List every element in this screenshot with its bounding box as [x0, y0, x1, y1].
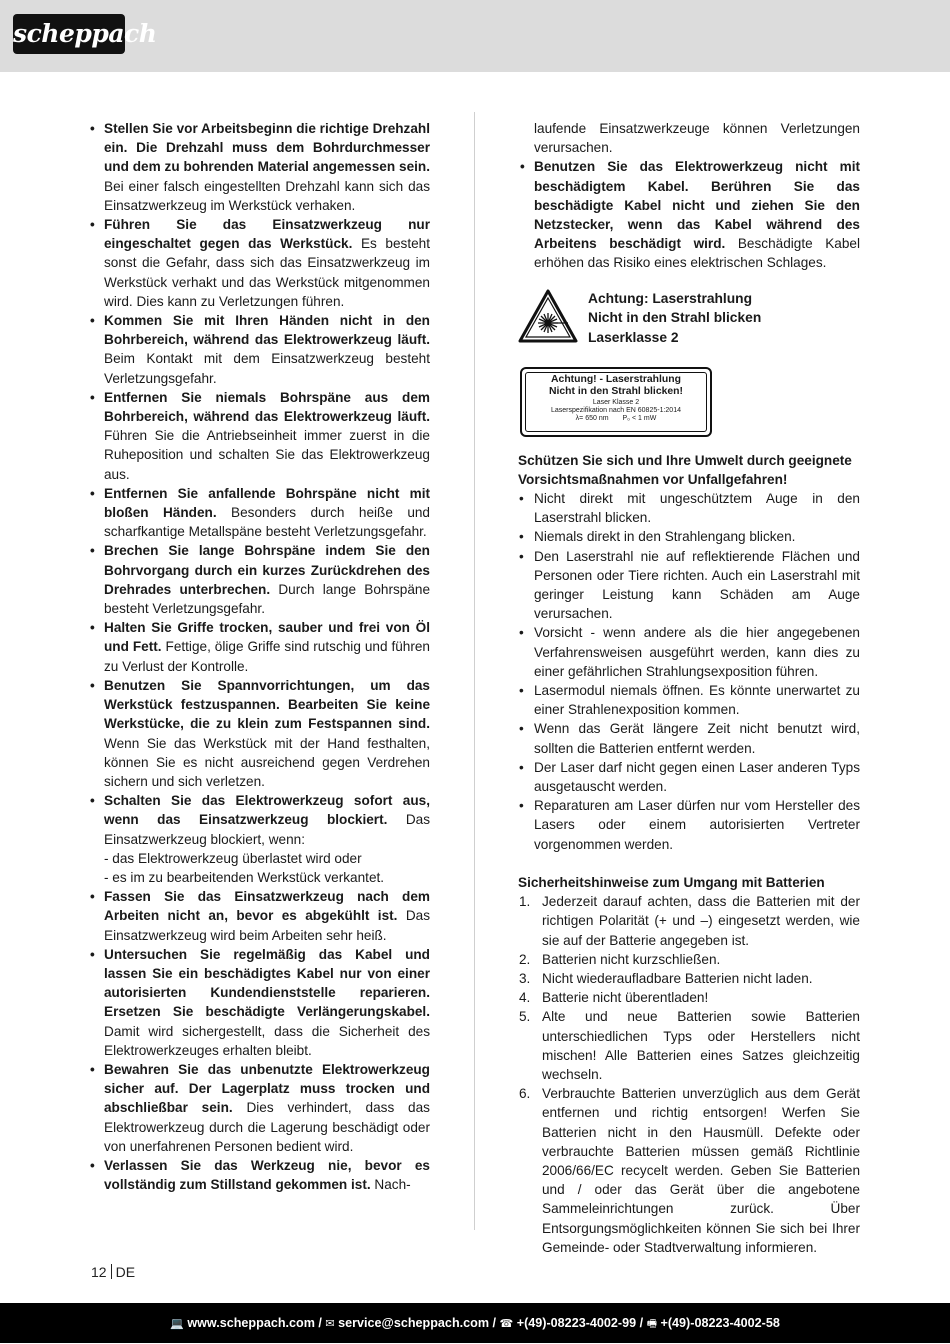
safety-item: • Benutzen Sie Spannvorrichtungen, um das Werkstück festzuspannen. Bearbeiten Sie keine Werkstücke, die zu klein zum Festspannen sind. Wenn Sie das Werkstück mit der Hand festhalten, können Sie es nicht ausreichend gegen Verdrehen sichern und sich verletzen. [90, 677, 430, 789]
laser-class-label [520, 367, 712, 437]
laser-warning-line: Nicht in den Strahl blicken [588, 310, 762, 326]
laser-class-label-inner [525, 372, 707, 432]
bullet-icon: • [90, 543, 95, 559]
battery-section-heading: Sicherheitshinweise zum Umgang mit Batterien [518, 874, 825, 890]
bullet-icon: • [90, 313, 95, 329]
scheppach-logo: scheppach [13, 14, 125, 54]
label-line: Achtung! - Laserstrahlung [551, 373, 681, 385]
bullet-icon: • [90, 946, 95, 962]
mail-icon: ✉ [325, 1318, 335, 1330]
safety-item: • Entfernen Sie niemals Bohrspäne aus dem Bohrbereich, während das Elektrowerkzeug läuft. Führen Sie die Antriebseinheit immer zuerst in die Ruheposition und schalten Sie das Elektrowerkzeug aus. [90, 389, 430, 482]
safety-item: • Benutzen Sie das Elektrowerkzeug nicht mit beschädigtem Kabel. Berühren Sie das beschädigte Kabel nicht und ziehen Sie den Netzstecker, wenn das Kabel während des Arbeitens beschädigt wird. Beschädigte Kabel erhöhen das Risiko eines elektrischen Schlages. [520, 159, 860, 271]
battery-item: 6. Verbrauchte Batterien unverzüglich aus dem Gerät entfernen und richtig entsorgen! Werfen Sie Batterien nicht in den Hausmüll. Defekte oder verbrauchte Batterien müssen gemäß Richtlinie 2006/66/EC recycelt werden. Geben Sie Batterien und / oder das Gerät über die angebotene Sammeleinrichtungen zurück. Über Entsorgungsmöglichkeiten können Sie sich bei Ihrer Gemeinde- oder Stadtverwaltung informieren. [519, 1086, 860, 1255]
bullet-icon: • [90, 1157, 95, 1173]
safety-item: • Führen Sie das Einsatzwerkzeug nur eingeschaltet gegen das Werkstück. Es besteht sonst die Gefahr, dass sich das Einsatzwerkzeug im Werkstück verhakt und das Werkstück mitgenommen wird. Dies kann zu Verletzungen führen. [90, 217, 430, 309]
battery-item: 3. Nicht wiederaufladbare Batterien nicht laden. [519, 970, 813, 986]
bullet-icon: • [90, 620, 95, 636]
footer-email[interactable]: service@scheppach.com / [338, 1316, 497, 1330]
safety-item: • Kommen Sie mit Ihren Händen nicht in den Bohrbereich, während das Elektrowerkzeug läuft. Beim Kontakt mit dem Einsatzwerkzeug besteht Verletzungsgefahr. [90, 313, 430, 386]
bullet-icon: • [520, 159, 525, 175]
laser-item: • Lasermodul niemals öffnen. Es könnte unerwartet zu einer Strahlenexposition kommen. [519, 683, 860, 718]
right-column [518, 119, 860, 1257]
power: P₀ < 1 mW [622, 415, 657, 423]
battery-item: 1. Jederzeit darauf achten, dass die Batterien mit der richtigen Polarität (+ und –) eingesetzt werden, wie sie auf der Batterie angegeben ist. [519, 894, 860, 948]
label-line: Nicht in den Strahl blicken! [549, 386, 683, 398]
battery-item: 2. Batterien nicht kurzschließen. [519, 951, 721, 967]
laser-item: • Nicht direkt mit ungeschütztem Auge in den Laserstrahl blicken. [519, 491, 860, 526]
bullet-icon: • [519, 759, 524, 775]
bullet-icon: • [519, 798, 524, 814]
safety-item: • Brechen Sie lange Bohrspäne indem Sie den Bohrvorgang durch ein kurzes Zurückdrehen des Drehrades unterbrechen. Durch lange Bohrspäne besteht Verletzungsgefahr. [90, 543, 431, 617]
bullet-icon: • [90, 121, 95, 136]
laser-item: • Den Laserstrahl nie auf reflektierende Flächen und Personen oder Tiere richten. Auch ein Laserstrahl mit geringer Leistung kann Schäden am Auge verursachen. [519, 548, 860, 622]
safety-item: • Fassen Sie das Einsatzwerkzeug nach dem Arbeiten nicht an, bevor es abgekühlt ist. Das Einsatzwerkzeug wird beim Arbeiten sehr heiß. [90, 889, 430, 943]
bullet-icon: • [519, 548, 524, 564]
safety-item: • Halten Sie Griffe trocken, sauber und frei von Öl und Fett. Fettige, ölige Griffe sind rutschig und führen zu Verlust der Kontrolle. [90, 620, 430, 674]
wavelength: λ= 650 nm [575, 415, 609, 423]
bullet-icon: • [90, 485, 95, 501]
laser-warning-icon [518, 289, 578, 343]
battery-item: 5. Alte und neue Batterien sowie Batterien unterschiedlichen Typs oder Herstellers nicht mischen! Alle Batterien eines Satzes gleichzeitig wechseln. [519, 1009, 860, 1082]
laser-item: • Reparaturen am Laser dürfen nur vom Hersteller des Lasers oder einem autorisierten Vertreter vorgenommen werden. [519, 798, 860, 852]
laser-warning-line: Laserklasse 2 [588, 329, 679, 345]
left-column [88, 119, 430, 1194]
bullet-icon: • [519, 491, 524, 507]
bullet-icon: • [90, 217, 95, 233]
bullet-icon: • [90, 793, 95, 809]
laser-item: • Vorsicht - wenn andere als die hier angegebenen Verfahrensweisen ausgeführt werden, kann dies zu einer gefährlichen Strahlungsexposition führen. [519, 625, 860, 679]
continued-text: laufende Einsatzwerkzeuge können Verletzungen verursachen. [534, 121, 860, 156]
bullet-icon: • [519, 683, 524, 699]
safety-item: • Stellen Sie vor Arbeitsbeginn die richtige Drehzahl ein. Die Drehzahl muss dem Bohrdurchmesser und dem zu bohrenden Material angemessen sein. Bei einer falsch eingestellten Drehzahl kann sich das Einsatzwerkzeug im Werkstück verhaken. [90, 121, 430, 213]
bullet-icon: • [519, 721, 524, 737]
bullet-icon: • [90, 677, 95, 693]
laser-item: • Wenn das Gerät längere Zeit nicht benutzt wird, sollten die Batterien entfernt werden. [519, 721, 860, 756]
column-divider [474, 112, 475, 1230]
page-number-separator [111, 1264, 112, 1279]
safety-item: • Verlassen Sie das Werkzeug nie, bevor es vollständig zum Stillstand gekommen ist. Nach- [90, 1157, 430, 1193]
page-language: DE [115, 1264, 136, 1280]
laser-warning-block [518, 289, 860, 355]
laser-section-heading: Schützen Sie sich und Ihre Umwelt durch geeignete Vorsichtsmaßnahmen vor Unfallgefahren! [518, 452, 852, 487]
laser-warning-line: Achtung: Laserstrahlung [588, 290, 753, 306]
bullet-icon: • [90, 389, 95, 405]
safety-item: • Schalten Sie das Elektrowerkzeug sofort aus, wenn das Einsatzwerkzeug blockiert. Das Einsatzwerkzeug blockiert, wenn: - das Elektrowerkzeug überlastet wird oder - es im zu bearbeitenden Werkstück verkantet. [88, 791, 430, 887]
bullet-icon: • [519, 529, 524, 545]
battery-item: 4. Batterie nicht überentladen! [519, 990, 709, 1006]
label-line: Laserspezifikation nach EN 60825-1:2014 [551, 407, 681, 415]
sub-line: - es im zu bearbeitenden Werkstück verkantet. [104, 869, 385, 885]
bullet-icon: • [90, 1061, 95, 1077]
computer-icon: 💻 [170, 1318, 184, 1330]
page-header [0, 0, 950, 72]
safety-item: • Untersuchen Sie regelmäßig das Kabel und lassen Sie ein beschädigtes Kabel nur von einer autorisierten Kundendienststelle reparieren. Ersetzen Sie beschädigte Verlängerungskabel. Damit wird sichergestellt, dass die Sicherheit des Elektrowerkzeuges erhalten bleibt. [90, 946, 430, 1058]
safety-item: • Entfernen Sie anfallende Bohrspäne nicht mit bloßen Händen. Besonders durch heiße und scharfkantige Metallspäne besteht Verletzungsgefahr. [90, 485, 430, 540]
page-footer [0, 1303, 950, 1343]
safety-item: • Bewahren Sie das unbenutzte Elektrowerkzeug sicher auf. Der Lagerplatz muss trocken und abschließbar sein. Dies verhindert, dass das Elektrowerkzeug durch die Lagerung beschädigt oder von unerfahrenen Personen bedient wird. [90, 1061, 430, 1154]
fax-icon: 🖷 [646, 1318, 657, 1330]
footer-phone: +(49)-08223-4002-99 / [516, 1316, 644, 1330]
laser-warning-text [588, 289, 761, 348]
phone-icon: ☎ [499, 1318, 514, 1330]
page-number-value: 12 [91, 1264, 107, 1280]
bullet-icon: • [90, 889, 95, 905]
laser-item: • Niemals direkt in den Strahlengang blicken. [518, 527, 860, 546]
sub-line: - das Elektrowerkzeug überlastet wird oder [104, 850, 362, 866]
laser-item: • Der Laser darf nicht gegen einen Laser anderen Typs ausgetauscht werden. [519, 759, 860, 795]
page-number [91, 1264, 135, 1280]
footer-fax: +(49)-08223-4002-58 [660, 1316, 780, 1330]
footer-website[interactable]: www.scheppach.com / [187, 1316, 322, 1330]
label-line: Laser Klasse 2 [592, 398, 640, 406]
label-spec-row [526, 415, 706, 423]
bullet-icon: • [519, 625, 524, 641]
